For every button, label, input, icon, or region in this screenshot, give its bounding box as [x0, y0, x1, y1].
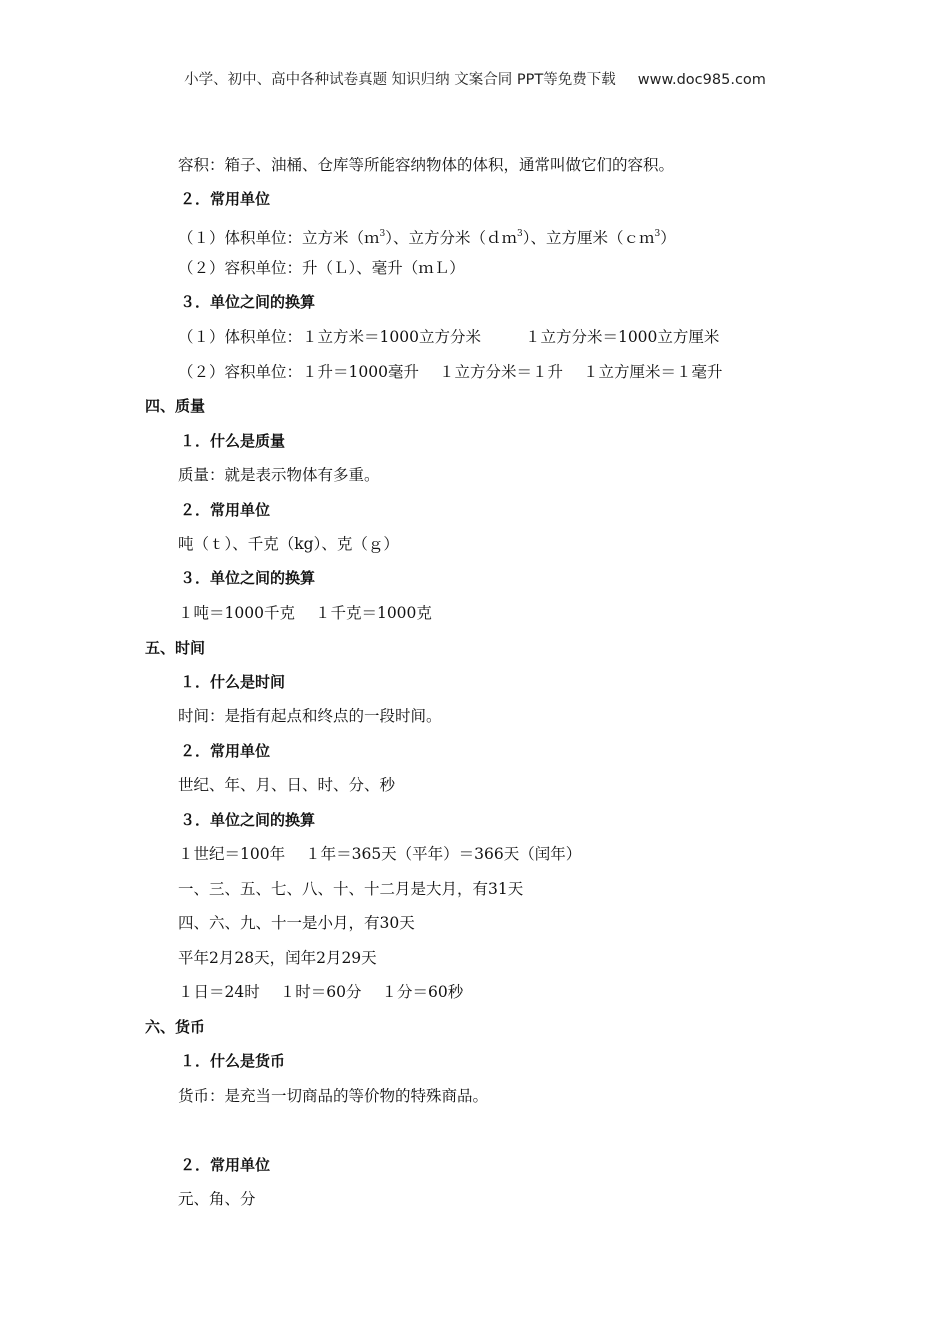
volume-units-part: ）	[660, 229, 676, 247]
subheading-what-is-time: １．什么是时间	[180, 673, 286, 691]
conversion-part: １时＝60分	[279, 983, 362, 1001]
time-units: 世纪、年、月、日、时、分、秒	[178, 776, 396, 794]
capacity-conversion	[178, 362, 722, 382]
conversion-part: １日＝24时	[178, 983, 260, 1001]
subheading-units: ２．常用单位	[180, 501, 271, 519]
volume-units-part: （１）体积单位：立方米（ｍ	[178, 229, 380, 247]
conversion-part: １年＝365天（平年）＝366天（闰年）	[305, 845, 582, 863]
section-heading-time: 五、时间	[145, 639, 206, 657]
conversion-part: １千克＝1000克	[314, 604, 432, 622]
volume-units-part: ）、立方分米（ｄｍ	[385, 229, 518, 247]
century-year-conversion	[178, 844, 581, 864]
subheading-units: ２．常用单位	[180, 1156, 271, 1174]
definition-currency: 货币：是充当一切商品的等价物的特殊商品。	[178, 1087, 489, 1105]
subheading-conversion: ３．单位之间的换算	[180, 811, 316, 829]
superscript: 3	[379, 229, 386, 239]
superscript: 3	[654, 229, 661, 239]
mass-conversion	[178, 603, 432, 623]
conversion-part: １世纪＝100年	[178, 845, 286, 863]
section-heading-currency: 六、货币	[145, 1018, 206, 1036]
section-heading-mass: 四、质量	[145, 397, 206, 415]
definition-mass: 质量：就是表示物体有多重。	[178, 466, 380, 484]
subheading-conversion: ３．单位之间的换算	[180, 569, 316, 587]
subheading-what-is-currency: １．什么是货币	[180, 1052, 286, 1070]
mass-units: 吨（ｔ）、千克（kg）、克（ｇ）	[178, 535, 399, 553]
page-header	[0, 68, 950, 89]
subheading-conversion: ３．单位之间的换算	[180, 293, 316, 311]
conversion-part: １立方分米＝１升	[438, 363, 563, 381]
definition-time: 时间：是指有起点和终点的一段时间。	[178, 707, 442, 725]
volume-units	[178, 224, 676, 248]
capacity-units: （２）容积单位：升（Ｌ）、毫升（ｍＬ）	[178, 259, 465, 277]
short-months: 四、六、九、十一是小月，有30天	[178, 914, 415, 932]
conversion-part: １分＝60秒	[381, 983, 464, 1001]
day-hour-conversion	[178, 982, 463, 1002]
definition-capacity: 容积：箱子、油桶、仓库等所能容纳物体的体积，通常叫做它们的容积。	[178, 156, 675, 174]
conversion-part: １立方分米＝1000立方厘米	[524, 328, 720, 346]
currency-units: 元、角、分	[178, 1190, 256, 1208]
subheading-units: ２．常用单位	[180, 190, 271, 208]
volume-units-part: ）、立方厘米（ｃｍ	[522, 229, 655, 247]
volume-conversion	[178, 327, 719, 347]
subheading-what-is-mass: １．什么是质量	[180, 432, 286, 450]
long-months: 一、三、五、七、八、十、十二月是大月，有31天	[178, 880, 524, 898]
conversion-part: １吨＝1000千克	[178, 604, 295, 622]
conversion-part: １立方厘米＝１毫升	[582, 363, 723, 381]
header-site-link[interactable]: www.doc985.com	[637, 72, 766, 88]
subheading-units: ２．常用单位	[180, 742, 271, 760]
conversion-part: （１）体积单位：１立方米＝1000立方分米	[178, 328, 481, 346]
february-days: 平年2月28天，闰年2月29天	[178, 949, 377, 967]
superscript: 3	[517, 229, 523, 239]
header-text: 小学、初中、高中各种试卷真题 知识归纳 文案合同 PPT等免费下载	[184, 72, 616, 88]
conversion-part: （２）容积单位：１升＝1000毫升	[178, 363, 419, 381]
